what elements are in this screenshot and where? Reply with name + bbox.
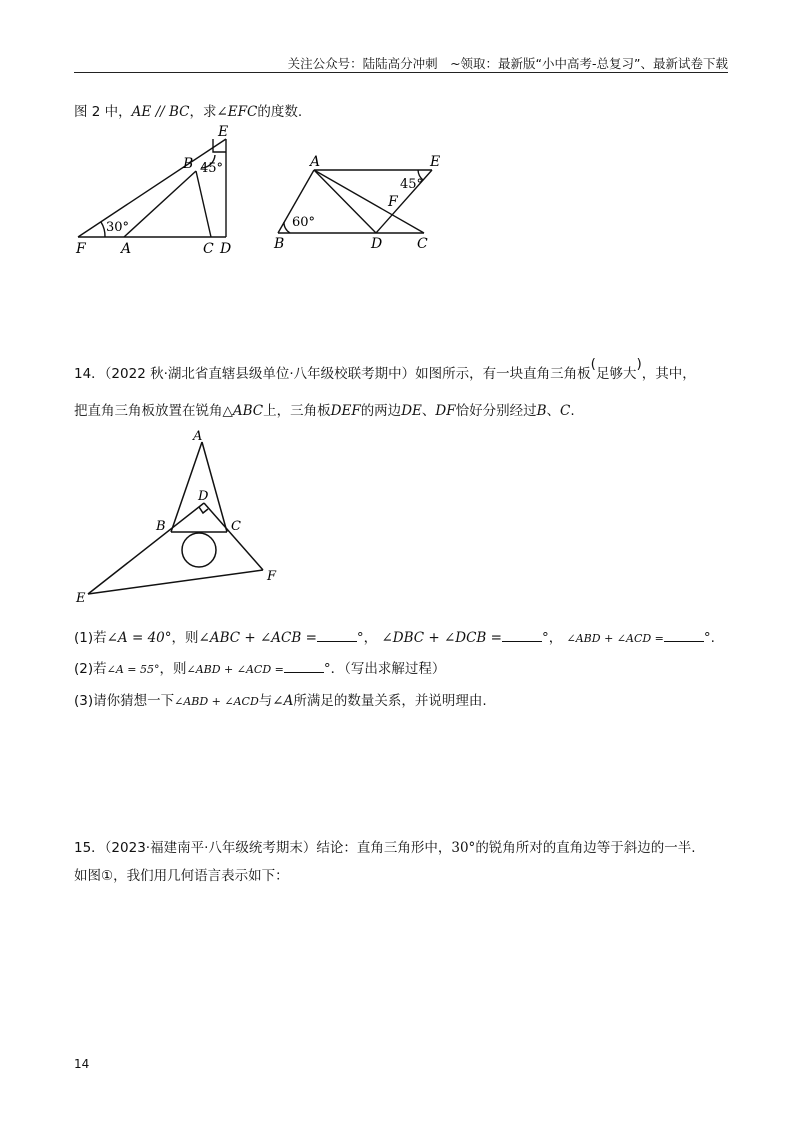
q14-text-d: 、 <box>421 403 436 419</box>
sub-question-2 <box>74 657 445 677</box>
q14-paren-left: ( <box>590 356 596 372</box>
fig3-label-B: B <box>156 519 166 534</box>
sub3-lead: (3)请你猜想一下 <box>74 693 175 709</box>
q14-text-g: . <box>570 403 575 419</box>
sub1-degree-1: ° <box>356 630 364 646</box>
answer-blank[interactable] <box>317 629 357 642</box>
sub2-expr: ∠ABD + ∠ACD = <box>186 663 284 676</box>
fig1-angle-30: 30° <box>106 220 130 235</box>
sub1-expr-1: ∠ABC + ∠ACB = <box>198 630 317 646</box>
q14-text-a: 把直角三角板放置在锐角 <box>74 403 223 419</box>
fig3-label-A: A <box>193 429 203 444</box>
fig1-label-F: F <box>76 241 86 257</box>
fig3-label-C: C <box>231 519 241 534</box>
sub1-lead: (1)若 <box>74 630 107 646</box>
sub3-expr: ∠ABD + ∠ACD <box>174 695 259 708</box>
q13-condition: AE // BC <box>131 104 190 120</box>
page-number: 14 <box>74 1057 90 1071</box>
sub1-given-angle: ∠A = 40° <box>106 630 172 646</box>
q14-triangle-abc: △ABC <box>222 403 264 419</box>
q14-intro-end: ，其中， <box>641 366 696 382</box>
q14-paren-right: ) <box>636 356 642 372</box>
fig1-label-E: E <box>218 124 229 140</box>
sub2-degree: ° <box>323 661 331 677</box>
fig2-label-C: C <box>417 236 428 252</box>
header-text: 关注公众号：陆陆高分冲刺 ~领取：最新版“小中高考-总复习”、最新试卷下载 <box>287 56 728 71</box>
fig1-label-C: C <box>203 241 214 257</box>
q13-suffix: 的度数. <box>257 104 303 120</box>
fig1-label-B: B <box>183 156 194 172</box>
fig1-label-D: D <box>220 241 232 257</box>
sub1-expr-2: ∠DBC + ∠DCB = <box>381 630 502 646</box>
fig2-label-E: E <box>430 154 441 170</box>
q15-figure-intro: 如图①，我们用几何语言表示如下： <box>74 868 289 884</box>
sub2-given-angle: ∠A = 55° <box>106 663 160 676</box>
q14-point-b: B <box>536 403 547 419</box>
sub1-degree-3: ° <box>703 630 711 646</box>
q15-angle-30: 30° <box>451 840 476 856</box>
q15-conclusion: 的锐角所对的直角边等于斜边的一半. <box>475 840 696 856</box>
sub3-mid: 与 <box>258 693 273 709</box>
fig2-label-A: A <box>310 154 321 170</box>
fig2-angle-60: 60° <box>292 215 316 230</box>
sub1-then: ，则 <box>171 630 199 646</box>
q15-line-1 <box>74 836 696 856</box>
fig1-label-A: A <box>121 241 132 257</box>
q14-de: DE <box>401 403 422 419</box>
q13-prefix: 图 2 中， <box>74 104 132 120</box>
q15-intro: 15．（2023·福建南平·八年级统考期末）结论：直角三角形中， <box>74 840 452 856</box>
sub1-end: . <box>710 630 715 646</box>
sub-question-3 <box>74 689 487 709</box>
fig2-label-B: B <box>274 236 285 252</box>
q14-text-e: 恰好分别经过 <box>455 403 537 419</box>
fig3-label-E: E <box>76 591 86 606</box>
sub-question-1 <box>74 626 715 646</box>
q14-def: DEF <box>330 403 361 419</box>
q14-text-c: 的两边 <box>360 403 402 419</box>
fig3-label-D: D <box>198 489 209 504</box>
q14-df: DF <box>435 403 456 419</box>
q14-point-c: C <box>560 403 571 419</box>
answer-blank[interactable] <box>664 629 704 642</box>
sub3-end: 所满足的数量关系，并说明理由. <box>293 693 487 709</box>
q13-mid: ，求 <box>189 104 217 120</box>
sub3-angle-a: ∠A <box>272 693 294 709</box>
q14-text-f: 、 <box>546 403 560 419</box>
sub1-degree-2: ° <box>541 630 549 646</box>
answer-blank[interactable] <box>284 660 324 673</box>
sub2-end: ．（写出求解过程） <box>330 661 446 677</box>
fig1-angle-45: 45° <box>200 161 224 176</box>
fig3-label-F: F <box>267 569 277 584</box>
q14-enough: 足够大 <box>595 366 637 382</box>
sub1-sep-1: ， <box>363 630 378 646</box>
fig2-angle-45: 45° <box>400 177 424 192</box>
fig2-label-F: F <box>388 194 398 210</box>
fig2-label-D: D <box>371 236 383 252</box>
answer-blank[interactable] <box>502 629 542 642</box>
sub2-then: ，则 <box>159 661 187 677</box>
q14-text-b: 上，三角板 <box>263 403 331 419</box>
q14-intro: 14．（2022 秋·湖北省直辖县级单位·八年级校联考期中）如图所示，有一块直角三角板 <box>74 366 591 382</box>
q13-angle: ∠EFC <box>216 104 258 120</box>
sub1-sep-2: ， <box>548 630 563 646</box>
sub1-expr-3: ∠ABD + ∠ACD = <box>566 632 664 645</box>
sub2-lead: (2)若 <box>74 661 107 677</box>
q15-line-2 <box>74 864 289 884</box>
